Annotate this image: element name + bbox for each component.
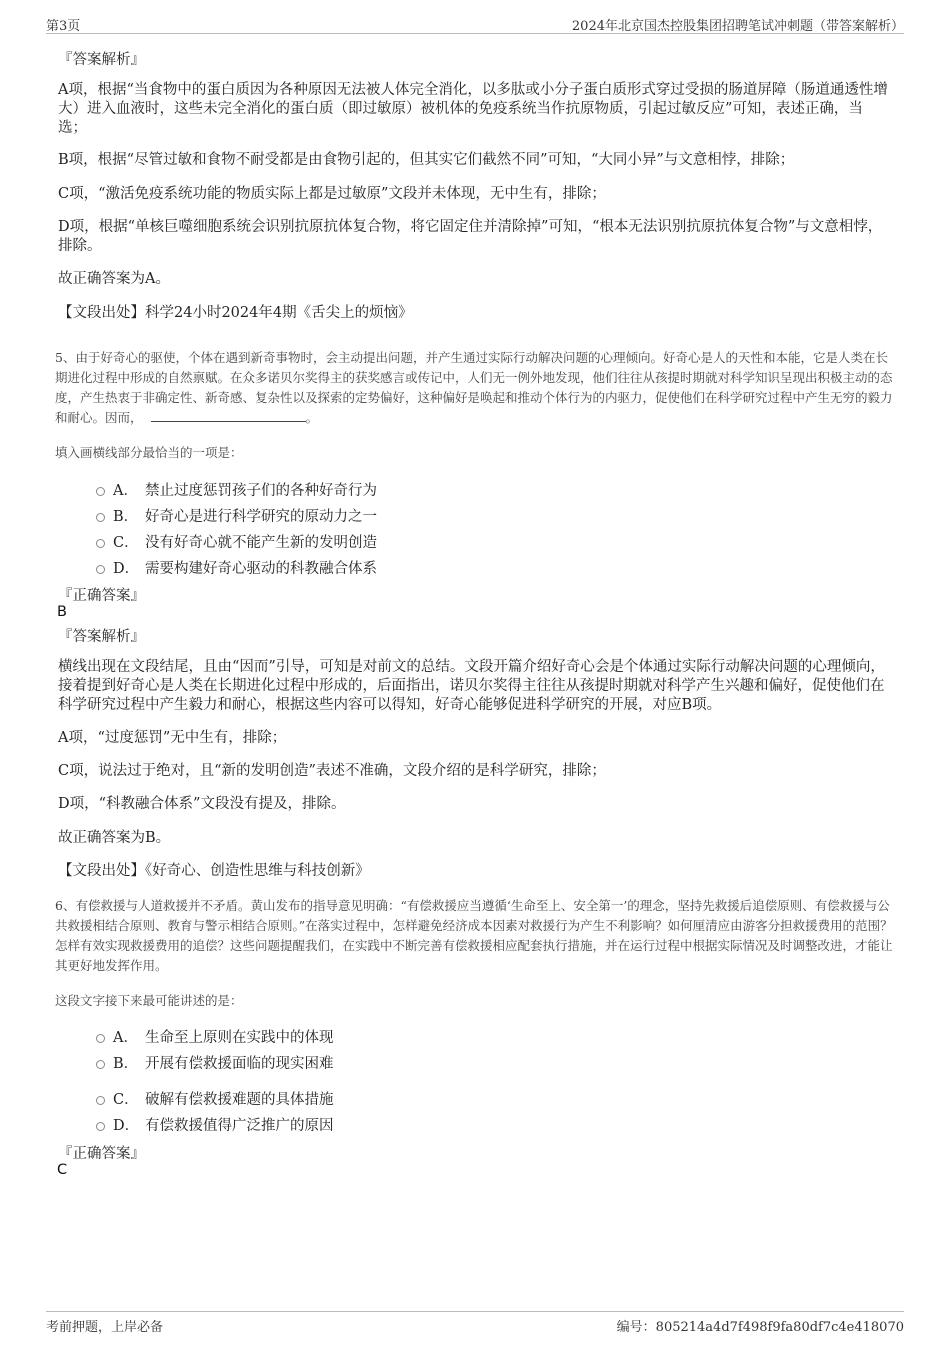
q6-prompt: 这段文字接下来最可能讲述的是： bbox=[55, 993, 243, 1008]
q4-analysis-d: D项，根据“单核巨噬细胞系统会识别抗原抗体复合物，将它固定住并清除掉”可知，“根本无法识别抗原抗体复合物”与文意相悖，排除。 bbox=[58, 219, 883, 254]
q5-analysis-label: 『答案解析』 bbox=[58, 629, 145, 645]
q5-option-d[interactable] bbox=[96, 557, 377, 578]
q4-analysis-c: C项，“激活免疫系统功能的物质实际上都是过敏原”文段并未体现，无中生有，排除； bbox=[58, 186, 606, 202]
radio-icon[interactable] bbox=[96, 1060, 105, 1069]
option-text: 有偿救援值得广泛推广的原因 bbox=[145, 1118, 334, 1134]
q5-analysis-d: D项，“科教融合体系”文段没有提及，排除。 bbox=[58, 796, 346, 812]
option-letter: A． bbox=[113, 483, 138, 499]
option-text: 没有好奇心就不能产生新的发明创造 bbox=[145, 535, 377, 551]
radio-icon[interactable] bbox=[96, 487, 105, 496]
q6-option-b[interactable] bbox=[96, 1052, 334, 1073]
option-letter: B． bbox=[113, 1056, 139, 1072]
page-header bbox=[46, 13, 904, 34]
q6-option-a[interactable] bbox=[96, 1026, 334, 1047]
page-number: 第3页 bbox=[46, 19, 81, 34]
q5-analysis-a: A项，“过度惩罚”无中生有，排除； bbox=[58, 730, 287, 746]
option-letter: C． bbox=[113, 535, 139, 551]
option-letter: A． bbox=[113, 1030, 138, 1046]
q5-answer-label: 『正确答案』 bbox=[58, 588, 145, 604]
radio-icon[interactable] bbox=[96, 1122, 105, 1131]
document-title: 2024年北京国杰控股集团招聘笔试冲刺题（带答案解析） bbox=[571, 19, 904, 34]
q4-analysis-a: A项，根据“当食物中的蛋白质因为各种原因无法被人体完全消化，以多肽或小分子蛋白质形式穿过受损的肠道屏障（肠道通透性增大）进入血液时，这些未完全消化的蛋白质（即过敏原）被机体的免疫系统当作抗原物质，引起过敏反应”可知，表述正确，当选； bbox=[58, 82, 888, 136]
q6-option-c[interactable] bbox=[96, 1088, 334, 1109]
q5-prompt: 填入画横线部分最恰当的一项是： bbox=[55, 445, 243, 460]
radio-icon[interactable] bbox=[96, 1096, 105, 1105]
option-text: 开展有偿救援面临的现实困难 bbox=[145, 1056, 334, 1072]
q6-answer-label: 『正确答案』 bbox=[58, 1146, 145, 1162]
q5-source: 【文段出处】《好奇心、创造性思维与科技创新》 bbox=[58, 863, 370, 879]
q5-answer: B bbox=[57, 604, 67, 620]
option-text: 生命至上原则在实践中的体现 bbox=[145, 1030, 334, 1046]
q4-analysis-label: 『答案解析』 bbox=[58, 52, 145, 68]
option-text: 好奇心是进行科学研究的原动力之一 bbox=[145, 509, 377, 525]
q5-conclusion: 故正确答案为B。 bbox=[58, 830, 171, 846]
radio-icon[interactable] bbox=[96, 1034, 105, 1043]
radio-icon[interactable] bbox=[96, 539, 105, 548]
document-id: 编号：805214a4d7f498f9fa80df7c4e418070 bbox=[616, 1320, 904, 1335]
option-text: 破解有偿救援难题的具体措施 bbox=[145, 1092, 334, 1108]
q6-stem: 6、有偿救援与人道救援并不矛盾。黄山发布的指导意见明确：“有偿救援应当遵循‘生命至上、安全第一’的理念，坚持先救援后追偿原则、有偿救援与公共救援相结合原则、教育与警示相结合原则。”在落实过程中，怎样避免经济成本因素对救援行为产生不利影响？如何厘清应由游客分担救援费用的范围？怎样有效实现救援费用的追偿？这些问题提醒我们，在实践中不断完善有偿救援相应配套执行措施，并在运行过程中根据实际情况及时调整改进，才能让其更好地发挥作用。 bbox=[55, 898, 893, 973]
option-letter: D． bbox=[113, 561, 140, 577]
q5-analysis-main: 横线出现在文段结尾，且由“因而”引导，可知是对前文的总结。文段开篇介绍好奇心会是个体通过实际行动解决问题的心理倾向，接着提到好奇心是人类在长期进化过程中形成的，后面指出，诺贝尔奖得主往往从孩提时期就对科学产生兴趣和偏好，促使他们在科学研究过程中产生毅力和耐心，根据这些内容可以得知，好奇心能够促进科学研究的开展，对应B项。 bbox=[58, 659, 885, 713]
page-footer bbox=[46, 1311, 904, 1338]
q6-answer: C bbox=[57, 1162, 68, 1178]
q5-answer-blank bbox=[151, 409, 306, 422]
q6-option-d[interactable] bbox=[96, 1114, 334, 1135]
q5-option-b[interactable] bbox=[96, 505, 377, 526]
q4-analysis-b: B项，根据“尽管过敏和食物不耐受都是由食物引起的，但其实它们截然不同”可知，“大同小异”与文意相悖，排除； bbox=[58, 152, 795, 168]
radio-icon[interactable] bbox=[96, 513, 105, 522]
option-letter: B． bbox=[113, 509, 139, 525]
option-text: 禁止过度惩罚孩子们的各种好奇行为 bbox=[145, 483, 377, 499]
q5-stem-text: 5、由于好奇心的驱使，个体在遇到新奇事物时，会主动提出问题，并产生通过实际行动解决问题的心理倾向。好奇心是人的天性和本能，它是人类在长期进化过程中形成的自然禀赋。在众多诺贝尔奖得主的获奖感言或传记中，人们无一例外地发现，他们往往从孩提时期就对科学知识呈现出积极主动的态度，产生热衷于非确定性、新奇感、复杂性以及探索的定势偏好，这种偏好是唤起和推动个体行为的内驱力，促使他们在科学研究过程中产生无穷的毅力和耐心。因而， bbox=[55, 350, 893, 425]
radio-icon[interactable] bbox=[96, 565, 105, 574]
q5-analysis-c: C项，说法过于绝对，且“新的发明创造”表述不准确，文段介绍的是科学研究，排除； bbox=[58, 763, 606, 779]
q4-conclusion: 故正确答案为A。 bbox=[58, 271, 170, 287]
q5-option-a[interactable] bbox=[96, 479, 377, 500]
option-letter: C． bbox=[113, 1092, 139, 1108]
option-letter: D． bbox=[113, 1118, 140, 1134]
option-text: 需要构建好奇心驱动的科教融合体系 bbox=[145, 561, 377, 577]
q5-stem bbox=[55, 348, 895, 428]
q5-option-c[interactable] bbox=[96, 531, 377, 552]
footer-slogan: 考前押题，上岸必备 bbox=[46, 1320, 164, 1335]
q5-stem-end: 。 bbox=[305, 410, 319, 425]
q4-source: 【文段出处】科学24小时2024年4期《舌尖上的烦恼》 bbox=[58, 305, 413, 321]
